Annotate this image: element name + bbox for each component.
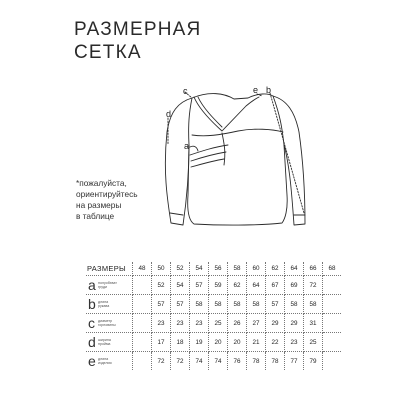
- row-label: [86, 333, 133, 352]
- table-cell: 74: [209, 352, 228, 371]
- table-cell: 20: [209, 333, 228, 352]
- table-row: [86, 295, 341, 314]
- table-cell: 58: [304, 295, 323, 314]
- note-line: в таблице: [76, 211, 115, 221]
- diagram-label-a: a: [184, 141, 190, 151]
- size-note: [76, 178, 138, 222]
- table-cell: 72: [152, 352, 171, 371]
- table-cell: 58: [285, 295, 304, 314]
- table-cell: [133, 314, 152, 333]
- table-cell: [323, 333, 342, 352]
- row-desc-line: ширина: [98, 338, 111, 342]
- title-line-1: РАЗМЕРНАЯ: [74, 19, 202, 40]
- table-cell: 59: [209, 276, 228, 295]
- size-header-cell: 54: [190, 262, 209, 276]
- table-cell: 19: [190, 333, 209, 352]
- size-header-cell: 50: [152, 262, 171, 276]
- row-description: [98, 357, 112, 365]
- table-cell: 21: [247, 333, 266, 352]
- size-header-cell: 56: [209, 262, 228, 276]
- size-table: [86, 262, 341, 370]
- row-label: [86, 314, 133, 333]
- table-cell: 18: [171, 333, 190, 352]
- row-description: [98, 338, 111, 346]
- row-letter: b: [88, 296, 96, 312]
- table-cell: [323, 314, 342, 333]
- size-header-cell: 62: [266, 262, 285, 276]
- garment-outline: [188, 94, 288, 226]
- table-cell: 57: [190, 276, 209, 295]
- table-cell: [323, 295, 342, 314]
- table-cell: 79: [304, 352, 323, 371]
- table-cell: 78: [247, 352, 266, 371]
- note-line: ориентируйтесь: [76, 189, 138, 199]
- table-cell: 52: [152, 276, 171, 295]
- table-cell: [133, 276, 152, 295]
- row-label: [86, 276, 133, 295]
- note-line: *пожалуйста,: [76, 178, 127, 188]
- table-row: [86, 276, 341, 295]
- table-cell: 54: [171, 276, 190, 295]
- table-cell: 69: [285, 276, 304, 295]
- diagram-label-c: c: [183, 86, 188, 96]
- row-description: [98, 319, 116, 327]
- title-line-2: СЕТКА: [74, 42, 142, 63]
- table-row: [86, 333, 341, 352]
- table-cell: 58: [209, 295, 228, 314]
- table-row: [86, 314, 341, 333]
- table-cell: 23: [152, 314, 171, 333]
- table-cell: [133, 352, 152, 371]
- table-cell: 25: [209, 314, 228, 333]
- diagram-label-d: d: [166, 109, 172, 119]
- row-label: [86, 295, 133, 314]
- table-cell: [133, 333, 152, 352]
- row-desc-line: пройма: [98, 342, 111, 346]
- row-description: [98, 281, 117, 289]
- size-header-cell: 52: [171, 262, 190, 276]
- row-desc-line: длина: [98, 300, 109, 304]
- table-cell: 62: [228, 276, 247, 295]
- garment-diagram: [154, 85, 329, 245]
- table-cell: 77: [285, 352, 304, 371]
- row-letter: c: [88, 315, 95, 331]
- row-description: [98, 300, 109, 308]
- row-desc-line: длина: [98, 357, 109, 361]
- table-cell: 22: [266, 333, 285, 352]
- row-letter: d: [88, 334, 96, 350]
- row-desc-line: полуобхват: [98, 281, 117, 285]
- page-title: [74, 18, 201, 64]
- row-desc-line: груди: [98, 285, 108, 289]
- row-letter: a: [88, 277, 96, 293]
- table-cell: 29: [266, 314, 285, 333]
- table-cell: 78: [266, 352, 285, 371]
- table-cell: 57: [171, 295, 190, 314]
- table-cell: 67: [266, 276, 285, 295]
- size-header-cell: 60: [247, 262, 266, 276]
- diagram-label-e: e: [253, 85, 259, 95]
- table-row: [86, 352, 341, 371]
- table-cell: 58: [190, 295, 209, 314]
- size-header-label: РАЗМЕРЫ: [86, 262, 133, 276]
- table-cell: [323, 352, 342, 371]
- table-cell: 26: [228, 314, 247, 333]
- note-line: на размеры: [76, 200, 122, 210]
- row-label: [86, 352, 133, 371]
- table-cell: 57: [152, 295, 171, 314]
- table-cell: [133, 295, 152, 314]
- table-cell: 17: [152, 333, 171, 352]
- table-cell: 74: [190, 352, 209, 371]
- row-desc-line: горловины: [98, 323, 116, 327]
- size-header-cell: 58: [228, 262, 247, 276]
- table-cell: 64: [247, 276, 266, 295]
- table-cell: [323, 276, 342, 295]
- size-header-cell: 48: [133, 262, 152, 276]
- table-cell: 72: [171, 352, 190, 371]
- diagram-label-b: b: [266, 85, 272, 95]
- row-desc-line: рукава: [98, 304, 110, 308]
- size-header-row: [86, 262, 341, 276]
- table-cell: 27: [247, 314, 266, 333]
- size-header-cell: 66: [304, 262, 323, 276]
- row-letter: e: [88, 353, 96, 369]
- table-cell: 29: [285, 314, 304, 333]
- table-cell: 76: [228, 352, 247, 371]
- table-cell: 23: [190, 314, 209, 333]
- neckline: [194, 97, 259, 131]
- table-cell: 58: [247, 295, 266, 314]
- table-cell: 20: [228, 333, 247, 352]
- table-cell: 31: [304, 314, 323, 333]
- table-cell: 58: [228, 295, 247, 314]
- table-cell: 57: [266, 295, 285, 314]
- table-cell: 72: [304, 276, 323, 295]
- table-cell: 25: [304, 333, 323, 352]
- row-desc-line: изделия: [98, 361, 112, 365]
- size-header-cell: 64: [285, 262, 304, 276]
- row-desc-line: диаметр: [98, 319, 113, 323]
- table-cell: 23: [285, 333, 304, 352]
- size-header-cell: 68: [323, 262, 342, 276]
- table-cell: 23: [171, 314, 190, 333]
